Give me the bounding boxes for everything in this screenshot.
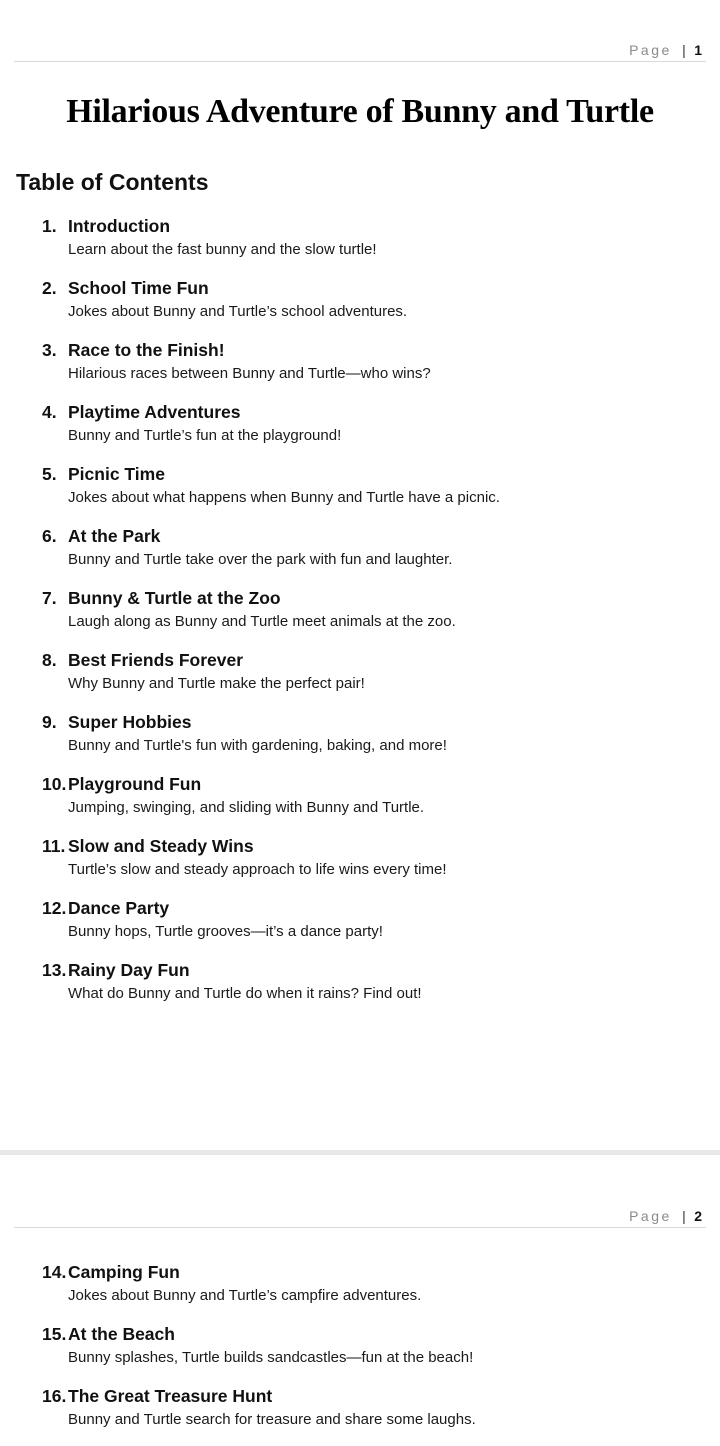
toc-entry-description: Bunny and Turtle take over the park with fun and laughter. (68, 551, 453, 568)
toc-entry-title: Race to the Finish! (68, 340, 225, 360)
toc-entry-title: The Great Treasure Hunt (68, 1386, 273, 1406)
toc-entry-number: 5. (42, 464, 57, 484)
toc-entry[interactable] (0, 1322, 720, 1384)
toc-entry-number: 6. (42, 526, 57, 546)
page-number: 2 (694, 1208, 702, 1224)
toc-entry[interactable] (0, 586, 720, 648)
toc-entry-number: 12. (42, 898, 67, 918)
toc-entry-number: 4. (42, 402, 57, 422)
toc-entry[interactable] (0, 276, 720, 338)
toc-entry-title: Dance Party (68, 898, 170, 918)
toc-entry[interactable] (0, 462, 720, 524)
toc-entry-description: Jumping, swinging, and sliding with Bunny and Turtle. (68, 799, 425, 816)
toc-entry-title: At the Beach (68, 1324, 175, 1344)
page-header (629, 1208, 702, 1224)
toc-entry-title: Rainy Day Fun (68, 960, 190, 980)
toc-heading: Table of Contents (16, 169, 209, 195)
toc-entry-description: Bunny and Turtle's fun with gardening, baking, and more! (68, 737, 447, 754)
toc-entry-number: 1. (42, 216, 57, 236)
header-rule (14, 61, 706, 62)
toc-entry-title: School Time Fun (68, 278, 209, 298)
toc-entry-description: Bunny and Turtle’s fun at the playground! (68, 427, 342, 444)
toc-entry-number: 14. (42, 1262, 67, 1282)
document-title: Hilarious Adventure of Bunny and Turtle (66, 93, 654, 130)
toc-entry-number: 7. (42, 588, 57, 608)
toc-entry[interactable] (0, 338, 720, 400)
toc-entry[interactable] (0, 834, 720, 896)
toc-entry-number: 11. (42, 836, 66, 856)
toc-entry[interactable] (0, 958, 720, 1020)
toc-list (0, 1260, 720, 1446)
toc-entry-number: 8. (42, 650, 57, 670)
page-2 (0, 1155, 720, 1441)
toc-entry-number: 3. (42, 340, 57, 360)
toc-entry-title: Playground Fun (68, 774, 202, 794)
toc-entry-title: Best Friends Forever (68, 650, 244, 670)
page-label: Page (629, 42, 672, 58)
header-rule (14, 1227, 706, 1228)
toc-entry[interactable] (0, 648, 720, 710)
toc-entry-number: 10. (42, 774, 67, 794)
toc-list (0, 214, 720, 1020)
toc-entry-title: At the Park (68, 526, 161, 546)
page-number: 1 (694, 42, 702, 58)
page-header (629, 42, 702, 58)
toc-entry-title: Slow and Steady Wins (68, 836, 254, 856)
toc-entry-description: Why Bunny and Turtle make the perfect pair! (68, 675, 365, 692)
toc-entry-number: 2. (42, 278, 57, 298)
toc-entry-description: Bunny splashes, Turtle builds sandcastles—fun at the beach! (68, 1349, 474, 1366)
toc-entry-description: Turtle’s slow and steady approach to life wins every time! (68, 861, 447, 878)
toc-entry[interactable] (0, 772, 720, 834)
toc-entry-description: Bunny and Turtle search for treasure and share some laughs. (68, 1411, 476, 1428)
toc-entry-description: Jokes about Bunny and Turtle’s school adventures. (68, 303, 408, 320)
toc-entry-title: Picnic Time (68, 464, 165, 484)
toc-entry[interactable] (0, 400, 720, 462)
toc-entry-title: Camping Fun (68, 1262, 180, 1282)
toc-entry[interactable] (0, 896, 720, 958)
toc-entry-number: 9. (42, 712, 57, 732)
toc-entry-description: Laugh along as Bunny and Turtle meet animals at the zoo. (68, 613, 456, 630)
toc-entry-title: Bunny & Turtle at the Zoo (68, 588, 281, 608)
toc-entry[interactable] (0, 1260, 720, 1322)
toc-entry[interactable] (0, 524, 720, 586)
page-separator: | (682, 42, 686, 58)
toc-entry-title: Introduction (68, 216, 171, 236)
toc-entry-title: Playtime Adventures (68, 402, 241, 422)
page-label: Page (629, 1208, 672, 1224)
toc-entry-description: Jokes about Bunny and Turtle’s campfire adventures. (68, 1287, 422, 1304)
toc-entry[interactable] (0, 710, 720, 772)
toc-entry-description: Bunny hops, Turtle grooves—it’s a dance party! (68, 923, 383, 940)
toc-entry-description: Jokes about what happens when Bunny and Turtle have a picnic. (68, 489, 500, 506)
toc-entry[interactable] (0, 214, 720, 276)
toc-entry[interactable] (0, 1384, 720, 1446)
page-separator: | (682, 1208, 686, 1224)
toc-entry-number: 15. (42, 1324, 67, 1344)
toc-entry-number: 16. (42, 1386, 67, 1406)
toc-entry-description: Hilarious races between Bunny and Turtle—who wins? (68, 365, 431, 382)
toc-entry-number: 13. (42, 960, 67, 980)
toc-entry-title: Super Hobbies (68, 712, 192, 732)
toc-entry-description: Learn about the fast bunny and the slow turtle! (68, 241, 377, 258)
toc-entry-description: What do Bunny and Turtle do when it rains? Find out! (68, 985, 422, 1002)
